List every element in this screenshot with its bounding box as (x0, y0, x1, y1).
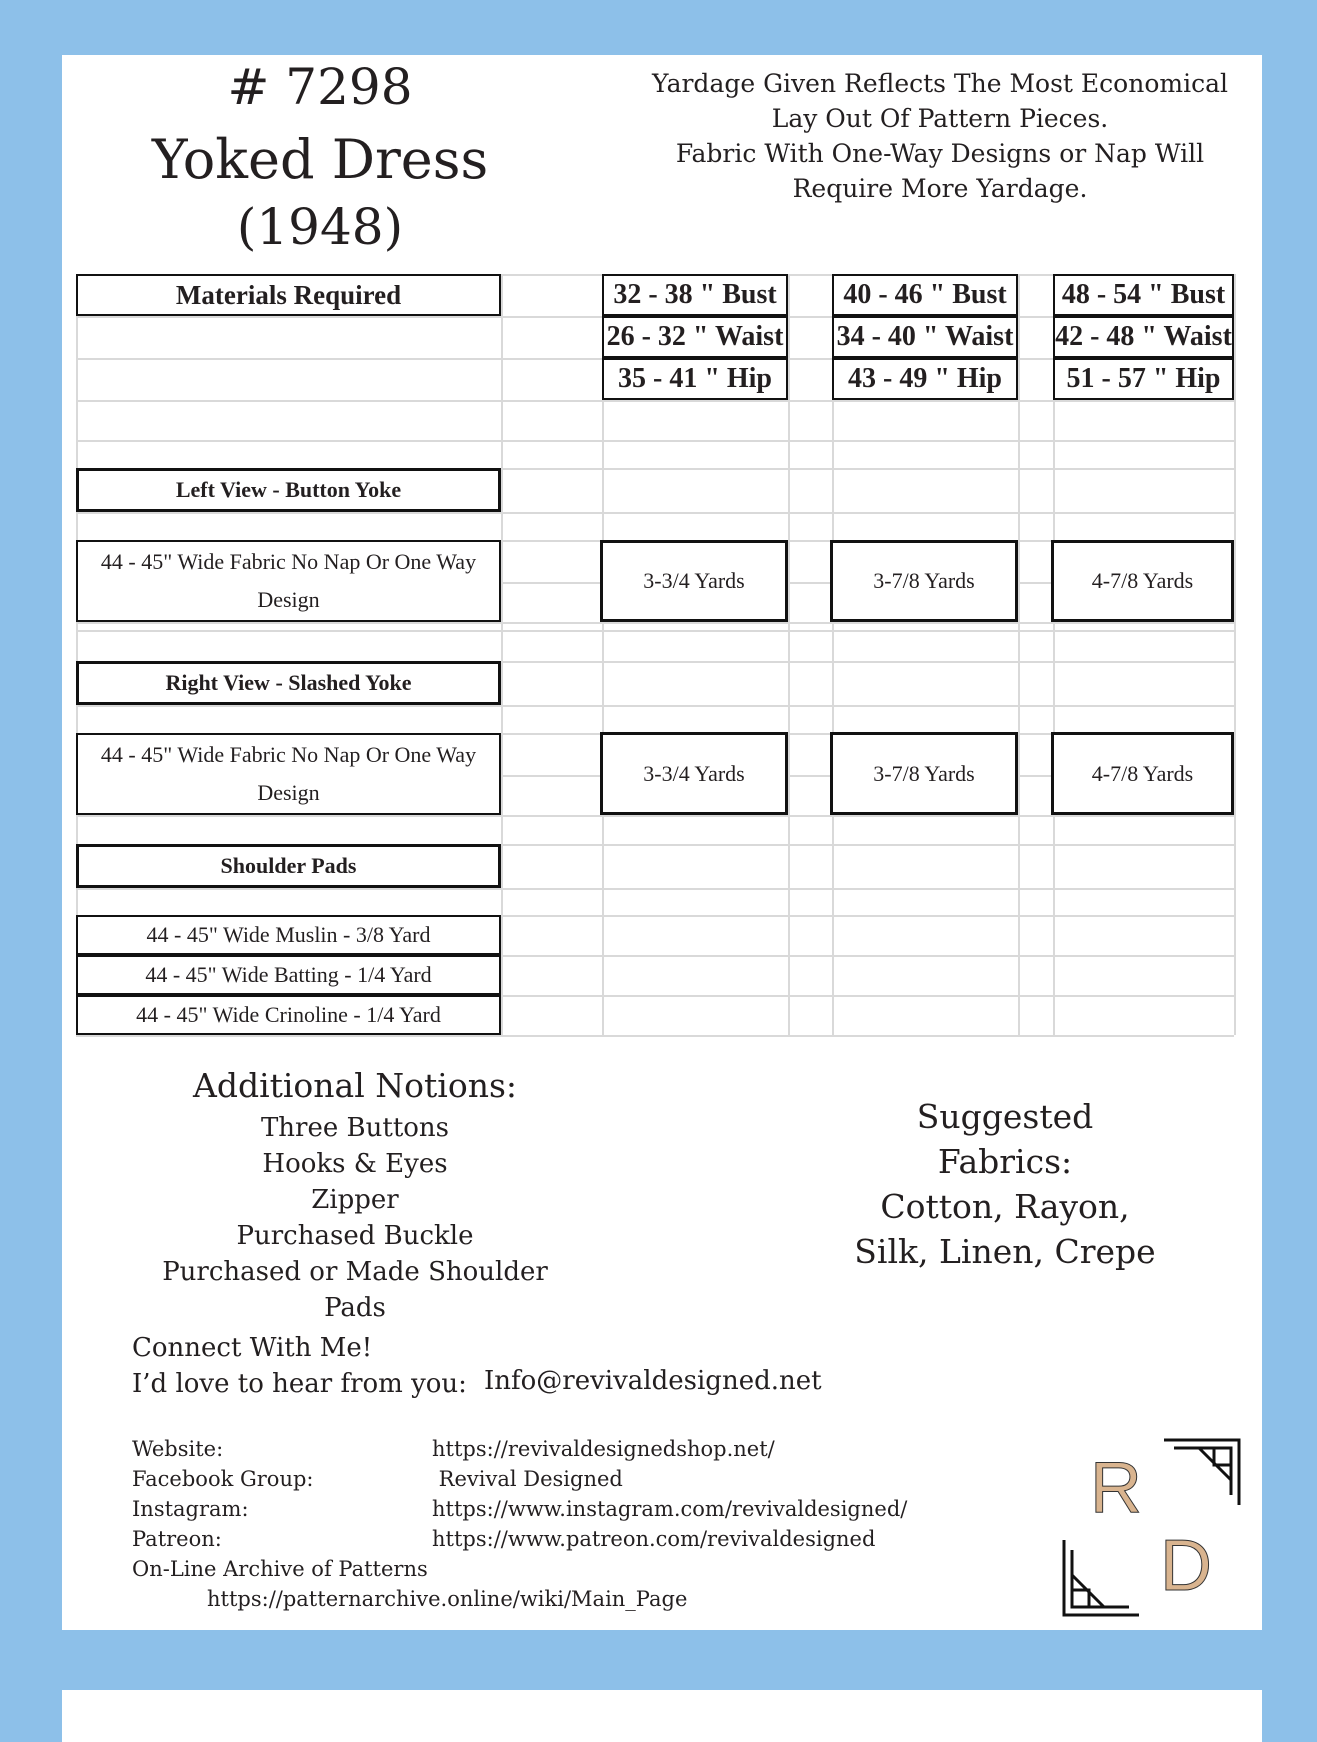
yardage-note: Yardage Given Reflects The Most Economical Lay Out Of Pattern Pieces. Fabric With One-Way Designs or Nap Will Require More Yardage. (652, 69, 1228, 203)
pattern-number: # 7298 (227, 58, 413, 116)
connect-section: Connect With Me! I’d love to hear from you: (132, 1333, 467, 1399)
logo-corner-top-right (1164, 1440, 1239, 1505)
shoulder-pad-crinoline: 44 - 45" Wide Crinoline - 1/4 Yard (76, 995, 501, 1035)
grid-line (501, 274, 503, 1035)
link-label-website: Website: (132, 1437, 224, 1461)
page-frame-right (1262, 0, 1317, 1742)
materials-required-header: Materials Required (76, 274, 501, 316)
grid-line (76, 630, 1234, 632)
section-left-view-label: Left View - Button Yoke (76, 468, 501, 512)
left-view-yards-size-1: 3-3/4 Yards (600, 540, 788, 622)
right-view-yards-size-1: 3-3/4 Yards (600, 732, 788, 815)
section-left-view-fabric: 44 - 45" Wide Fabric No Nap Or One Way Design (76, 540, 501, 622)
archive-label: On-Line Archive of Patterns (132, 1557, 428, 1581)
grid-line (76, 512, 1234, 514)
list-item: Purchased Buckle (236, 1221, 474, 1251)
grid-line (1234, 274, 1236, 1035)
list-item: Zipper (311, 1185, 399, 1215)
page-frame-top (0, 0, 1317, 55)
website-link[interactable]: https://revivaldesignedshop.net/ (432, 1437, 775, 1461)
logo-corner-bottom-left (1064, 1540, 1139, 1615)
logo-letter-d: D (1160, 1526, 1212, 1606)
grid-line (76, 1035, 1234, 1037)
pattern-name: Yoked Dress (151, 128, 489, 191)
page-frame-bottom (0, 1630, 1317, 1690)
size-3-bust: 48 - 54 " Bust (1053, 274, 1234, 316)
shoulder-pad-muslin: 44 - 45" Wide Muslin - 3/8 Yard (76, 915, 501, 955)
grid-line (76, 815, 1234, 817)
left-view-yards-size-3: 4-7/8 Yards (1051, 540, 1234, 622)
section-right-view-label: Right View - Slashed Yoke (76, 661, 501, 705)
facebook-link[interactable]: Revival Designed (432, 1467, 623, 1491)
right-view-yards-size-2: 3-7/8 Yards (830, 732, 1018, 815)
grid-line (76, 888, 1234, 890)
shoulder-pads-label: Shoulder Pads (76, 844, 501, 888)
grid-line (1018, 274, 1020, 1035)
link-label-instagram: Instagram: (132, 1497, 249, 1521)
size-2-hip: 43 - 49 " Hip (832, 358, 1018, 400)
size-1-bust: 32 - 38 " Bust (602, 274, 788, 316)
list-item: Three Buttons (260, 1113, 450, 1143)
suggested-fabrics: Suggested Fabrics: Cotton, Rayon, Silk, Linen, Crepe (854, 1097, 1156, 1271)
grid-line (76, 705, 1234, 707)
notions-list (130, 1110, 580, 1326)
additional-notions-heading: Additional Notions: (192, 1066, 518, 1105)
size-1-hip: 35 - 41 " Hip (602, 358, 788, 400)
instagram-link[interactable]: https://www.instagram.com/revivaldesigned/ (432, 1497, 908, 1521)
grid-line (76, 440, 1234, 442)
email-link[interactable]: Info@revivaldesigned.net (484, 1366, 822, 1396)
logo-letter-r: R (1090, 1448, 1142, 1528)
size-3-hip: 51 - 57 " Hip (1053, 358, 1234, 400)
list-item: Hooks & Eyes (262, 1149, 448, 1179)
page-frame-left (0, 0, 62, 1742)
pattern-year: (1948) (236, 198, 404, 256)
grid-line (788, 274, 790, 1035)
archive-link[interactable]: https://patternarchive.online/wiki/Main_Page (207, 1587, 688, 1611)
size-1-waist: 26 - 32 " Waist (602, 316, 788, 358)
list-item: Purchased or Made Shoulder Pads (162, 1257, 548, 1323)
left-view-yards-size-2: 3-7/8 Yards (830, 540, 1018, 622)
revival-designed-logo (1054, 1430, 1244, 1620)
section-right-view-fabric: 44 - 45" Wide Fabric No Nap Or One Way Design (76, 733, 501, 815)
link-label-facebook: Facebook Group: (132, 1467, 314, 1491)
size-3-waist: 42 - 48 " Waist (1053, 316, 1234, 358)
size-2-waist: 34 - 40 " Waist (832, 316, 1018, 358)
patreon-link[interactable]: https://www.patreon.com/revivaldesigned (432, 1527, 876, 1551)
grid-line (76, 400, 1234, 402)
link-label-patreon: Patreon: (132, 1527, 222, 1551)
size-2-bust: 40 - 46 " Bust (832, 274, 1018, 316)
shoulder-pad-batting: 44 - 45" Wide Batting - 1/4 Yard (76, 955, 501, 995)
right-view-yards-size-3: 4-7/8 Yards (1051, 732, 1234, 815)
grid-line (76, 622, 1234, 624)
